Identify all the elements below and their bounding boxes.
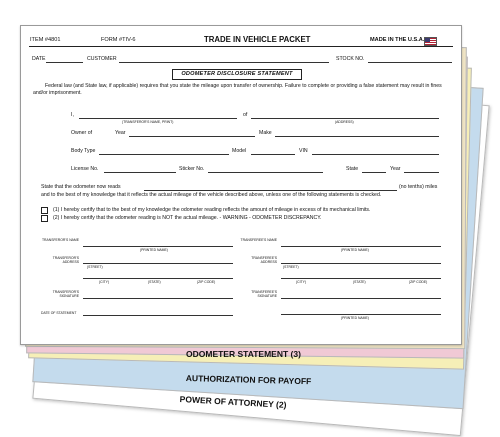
transferee-address-label: TRANSFEREE'S ADDRESS [251,256,277,265]
header-rule [29,46,453,47]
sticker-label: Sticker No. [179,166,205,172]
stock-line[interactable] [368,62,452,63]
state-line[interactable] [362,172,386,173]
transferor-zip-caption: (ZIP CODE) [197,280,216,284]
transferor-state-caption: (STATE) [148,280,161,284]
transferor-street-caption: (STREET) [87,265,103,269]
customer-label: CUSTOMER [87,56,117,62]
transferee-printed-caption-2: (PRINTED NAME) [341,316,369,320]
transferee-street-field[interactable] [281,263,441,264]
body-type-line[interactable] [99,154,229,155]
tab-odometer-statement: ODOMETER STATEMENT (3) [186,349,301,359]
transferee-signature-label: TRANSFEREE'S SIGNATURE [251,290,277,299]
certify-2-text: (2) I hereby certify that the odometer reading is NOT the actual mileage. - WARNING - ODOMETER DISCREPANCY. [53,215,322,221]
date-of-statement-field[interactable] [83,315,233,316]
transferee-street-caption: (STREET) [283,265,299,269]
of-label: of [243,112,248,118]
owner-of-label: Owner of [71,130,93,136]
item-number: ITEM #4801 [30,37,61,43]
transferee-zip-caption: (ZIP CODE) [409,280,428,284]
model-line[interactable] [251,154,295,155]
year-line[interactable] [129,136,255,137]
address-caption: (ADDRESS) [335,120,354,124]
make-line[interactable] [275,136,439,137]
us-flag-icon [424,37,437,46]
date-of-statement-label: DATE OF STATEMENT [41,311,77,315]
transferee-state-caption: (STATE) [353,280,366,284]
no-tenths-label: (no tenths) miles [399,184,438,190]
transferor-name-label: TRANSFEROR'S NAME [41,238,79,242]
transferor-name-field[interactable] [83,246,233,247]
odometer-reads-label: State that the odometer now reads [41,184,121,190]
intro-paragraph: Federal law (and State law, if applicable) requires that you state the mileage upon transfer of ownership. Failure to complete or providing a false statement may result in fines and/or imprisonment. [33,83,442,96]
certify-2-checkbox[interactable] [41,215,48,222]
transferee-city-caption: (CITY) [296,280,306,284]
transferor-signature-label: TRANSFEROR'S SIGNATURE [52,290,79,299]
certify-1-checkbox[interactable] [41,207,48,214]
license-label: License No. [71,166,99,172]
section-title: ODOMETER DISCLOSURE STATEMENT [172,69,302,80]
form-title: TRADE IN VEHICLE PACKET [204,35,311,44]
vin-label: VIN [299,148,308,154]
made-in-usa: MADE IN THE U.S.A. [370,37,425,43]
vehicle-year-label: Year [390,166,401,172]
odometer-statement-text: and to the best of my knowledge that it reflects the actual mileage of the vehicle described above, unless one of the following statements is checked. [41,192,382,198]
transferor-city-caption: (CITY) [99,280,109,284]
transferor-street-field[interactable] [83,263,233,264]
form-number: FORM #TIV-6 [101,37,136,43]
transferor-address-label: TRANSFEROR'S ADDRESS [52,256,79,265]
state-label: State [346,166,359,172]
transferee-signature-field[interactable] [281,298,441,299]
i-label: I, [71,112,74,118]
transferor-city-line[interactable] [83,278,233,279]
transferee-name-field[interactable] [281,246,441,247]
date-label: DATE [32,56,46,62]
stock-label: STOCK NO. [336,56,365,62]
sticker-line[interactable] [208,172,323,173]
transferor-name-line[interactable] [79,118,237,119]
tab-power-of-attorney: POWER OF ATTORNEY (2) [179,394,287,410]
date-line[interactable] [46,62,83,63]
front-form [20,25,462,345]
transferee-city-line[interactable] [281,278,441,279]
make-label: Make [259,130,272,136]
vin-line[interactable] [312,154,439,155]
transferor-printed-caption: (PRINTED NAME) [140,248,168,252]
transferee-name-label: TRANSFEREE'S NAME [240,238,277,242]
transferor-signature-field[interactable] [83,298,233,299]
vehicle-year-line[interactable] [404,172,439,173]
model-label: Model [232,148,247,154]
odometer-reading-line[interactable] [144,190,397,191]
tab-authorization-for-payoff: AUTHORIZATION FOR PAYOFF [185,373,312,387]
year-label: Year [115,130,126,136]
transferee-printed-line[interactable] [281,314,441,315]
certify-1-text: (1) I hereby certify that to the best of my knowledge the odometer reading reflects the amount of mileage in excess of its mechanical limits. [53,207,371,213]
transferor-name-caption: (TRANSFEROR'S NAME, PRINT) [122,120,174,124]
address-line[interactable] [251,118,439,119]
license-line[interactable] [104,172,176,173]
body-type-label: Body Type [71,148,96,154]
customer-line[interactable] [119,62,329,63]
transferee-printed-caption: (PRINTED NAME) [341,248,369,252]
